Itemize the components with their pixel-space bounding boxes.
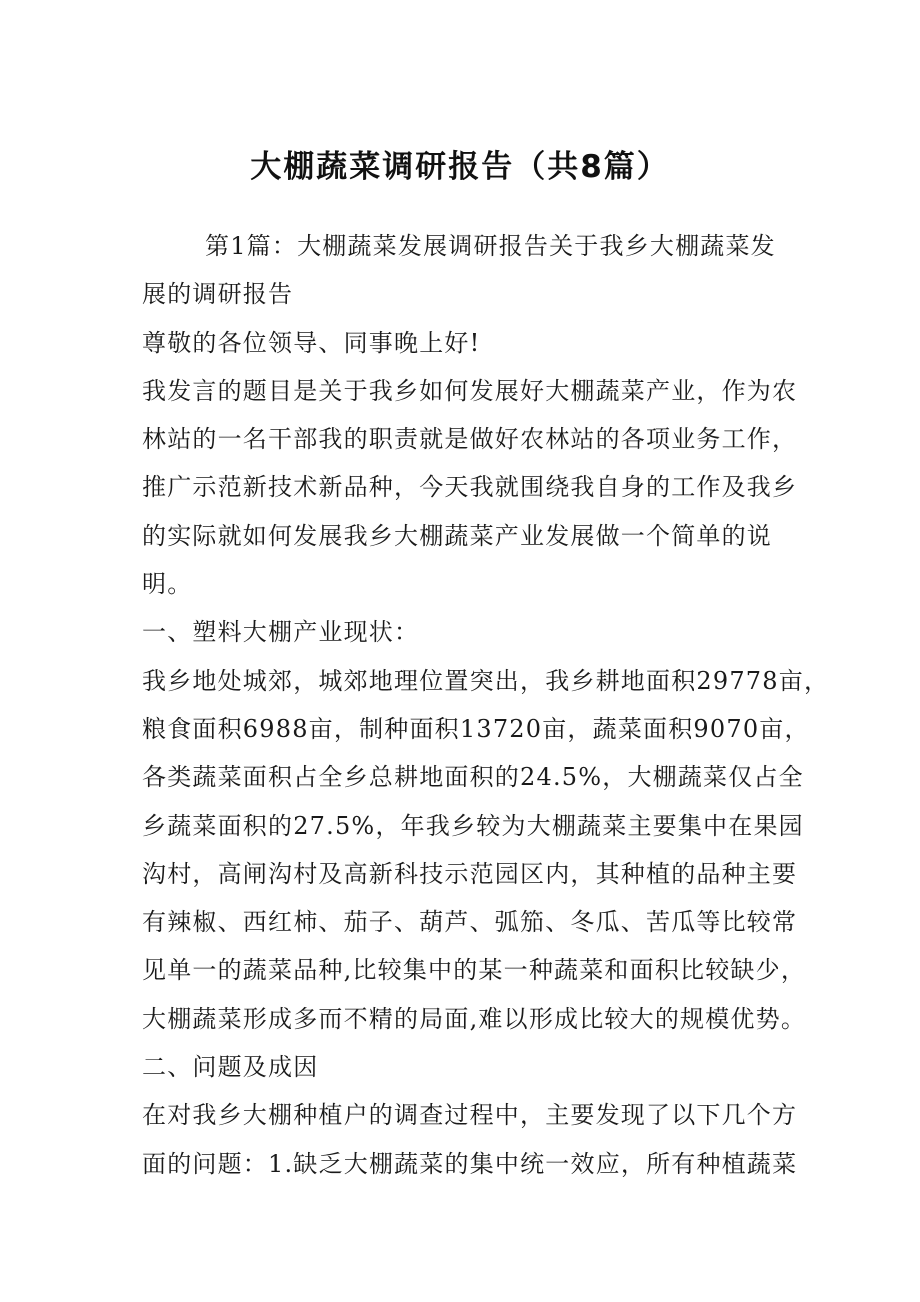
paragraph-line: 推广示范新技术新品种，今天我就围绕我自身的工作及我乡 (142, 473, 798, 502)
paragraph-line: 沟村，高闸沟村及高新科技示范园区内，其种植的品种主要 (142, 859, 798, 888)
section-heading: 二、问题及成因 (142, 1053, 319, 1082)
paragraph-line: 大棚蔬菜形成多而不精的局面,难以形成比较大的规模优势。 (142, 1004, 807, 1033)
paragraph-line: 在对我乡大棚种植户的调查过程中，主要发现了以下几个方 (142, 1101, 798, 1130)
paragraph-line: 第1篇：大棚蔬菜发展调研报告关于我乡大棚蔬菜发 (205, 232, 776, 260)
document-body (142, 222, 830, 1188)
document-title: 大棚蔬菜调研报告（共8篇） (250, 149, 670, 185)
paragraph-line: 明。 (142, 570, 193, 599)
paragraph-line: 乡蔬菜面积的27.5%，年我乡较为大棚蔬菜主要集中在果园 (142, 811, 804, 840)
paragraph-line: 尊敬的各位领导、同事晚上好! (142, 328, 481, 357)
paragraph-line: 的实际就如何发展我乡大棚蔬菜产业发展做一个简单的说 (142, 521, 772, 550)
paragraph-line: 面的问题：1.缺乏大棚蔬菜的集中统一效应，所有种植蔬菜 (142, 1149, 798, 1178)
paragraph-line: 林站的一名干部我的职责就是做好农林站的各项业务工作， (142, 425, 798, 454)
paragraph-line: 我发言的题目是关于我乡如何发展好大棚蔬菜产业，作为农 (142, 376, 798, 405)
section-heading: 一、塑料大棚产业现状： (142, 618, 420, 647)
paragraph-line: 见单一的蔬菜品种,比较集中的某一种蔬菜和面积比较缺少， (142, 956, 807, 985)
paragraph-line: 有辣椒、西红柿、茄子、葫芦、弧笳、冬瓜、苦瓜等比较常 (142, 908, 798, 937)
paragraph-line: 我乡地处城郊，城郊地理位置突出，我乡耕地面积29778亩， (142, 666, 830, 695)
paragraph-line: 展的调研报告 (142, 280, 294, 309)
paragraph-line: 粮食面积6988亩，制种面积13720亩，蔬菜面积9070亩， (142, 714, 810, 743)
paragraph-line: 各类蔬菜面积占全乡总耕地面积的24.5%，大棚蔬菜仅占全 (142, 763, 804, 792)
